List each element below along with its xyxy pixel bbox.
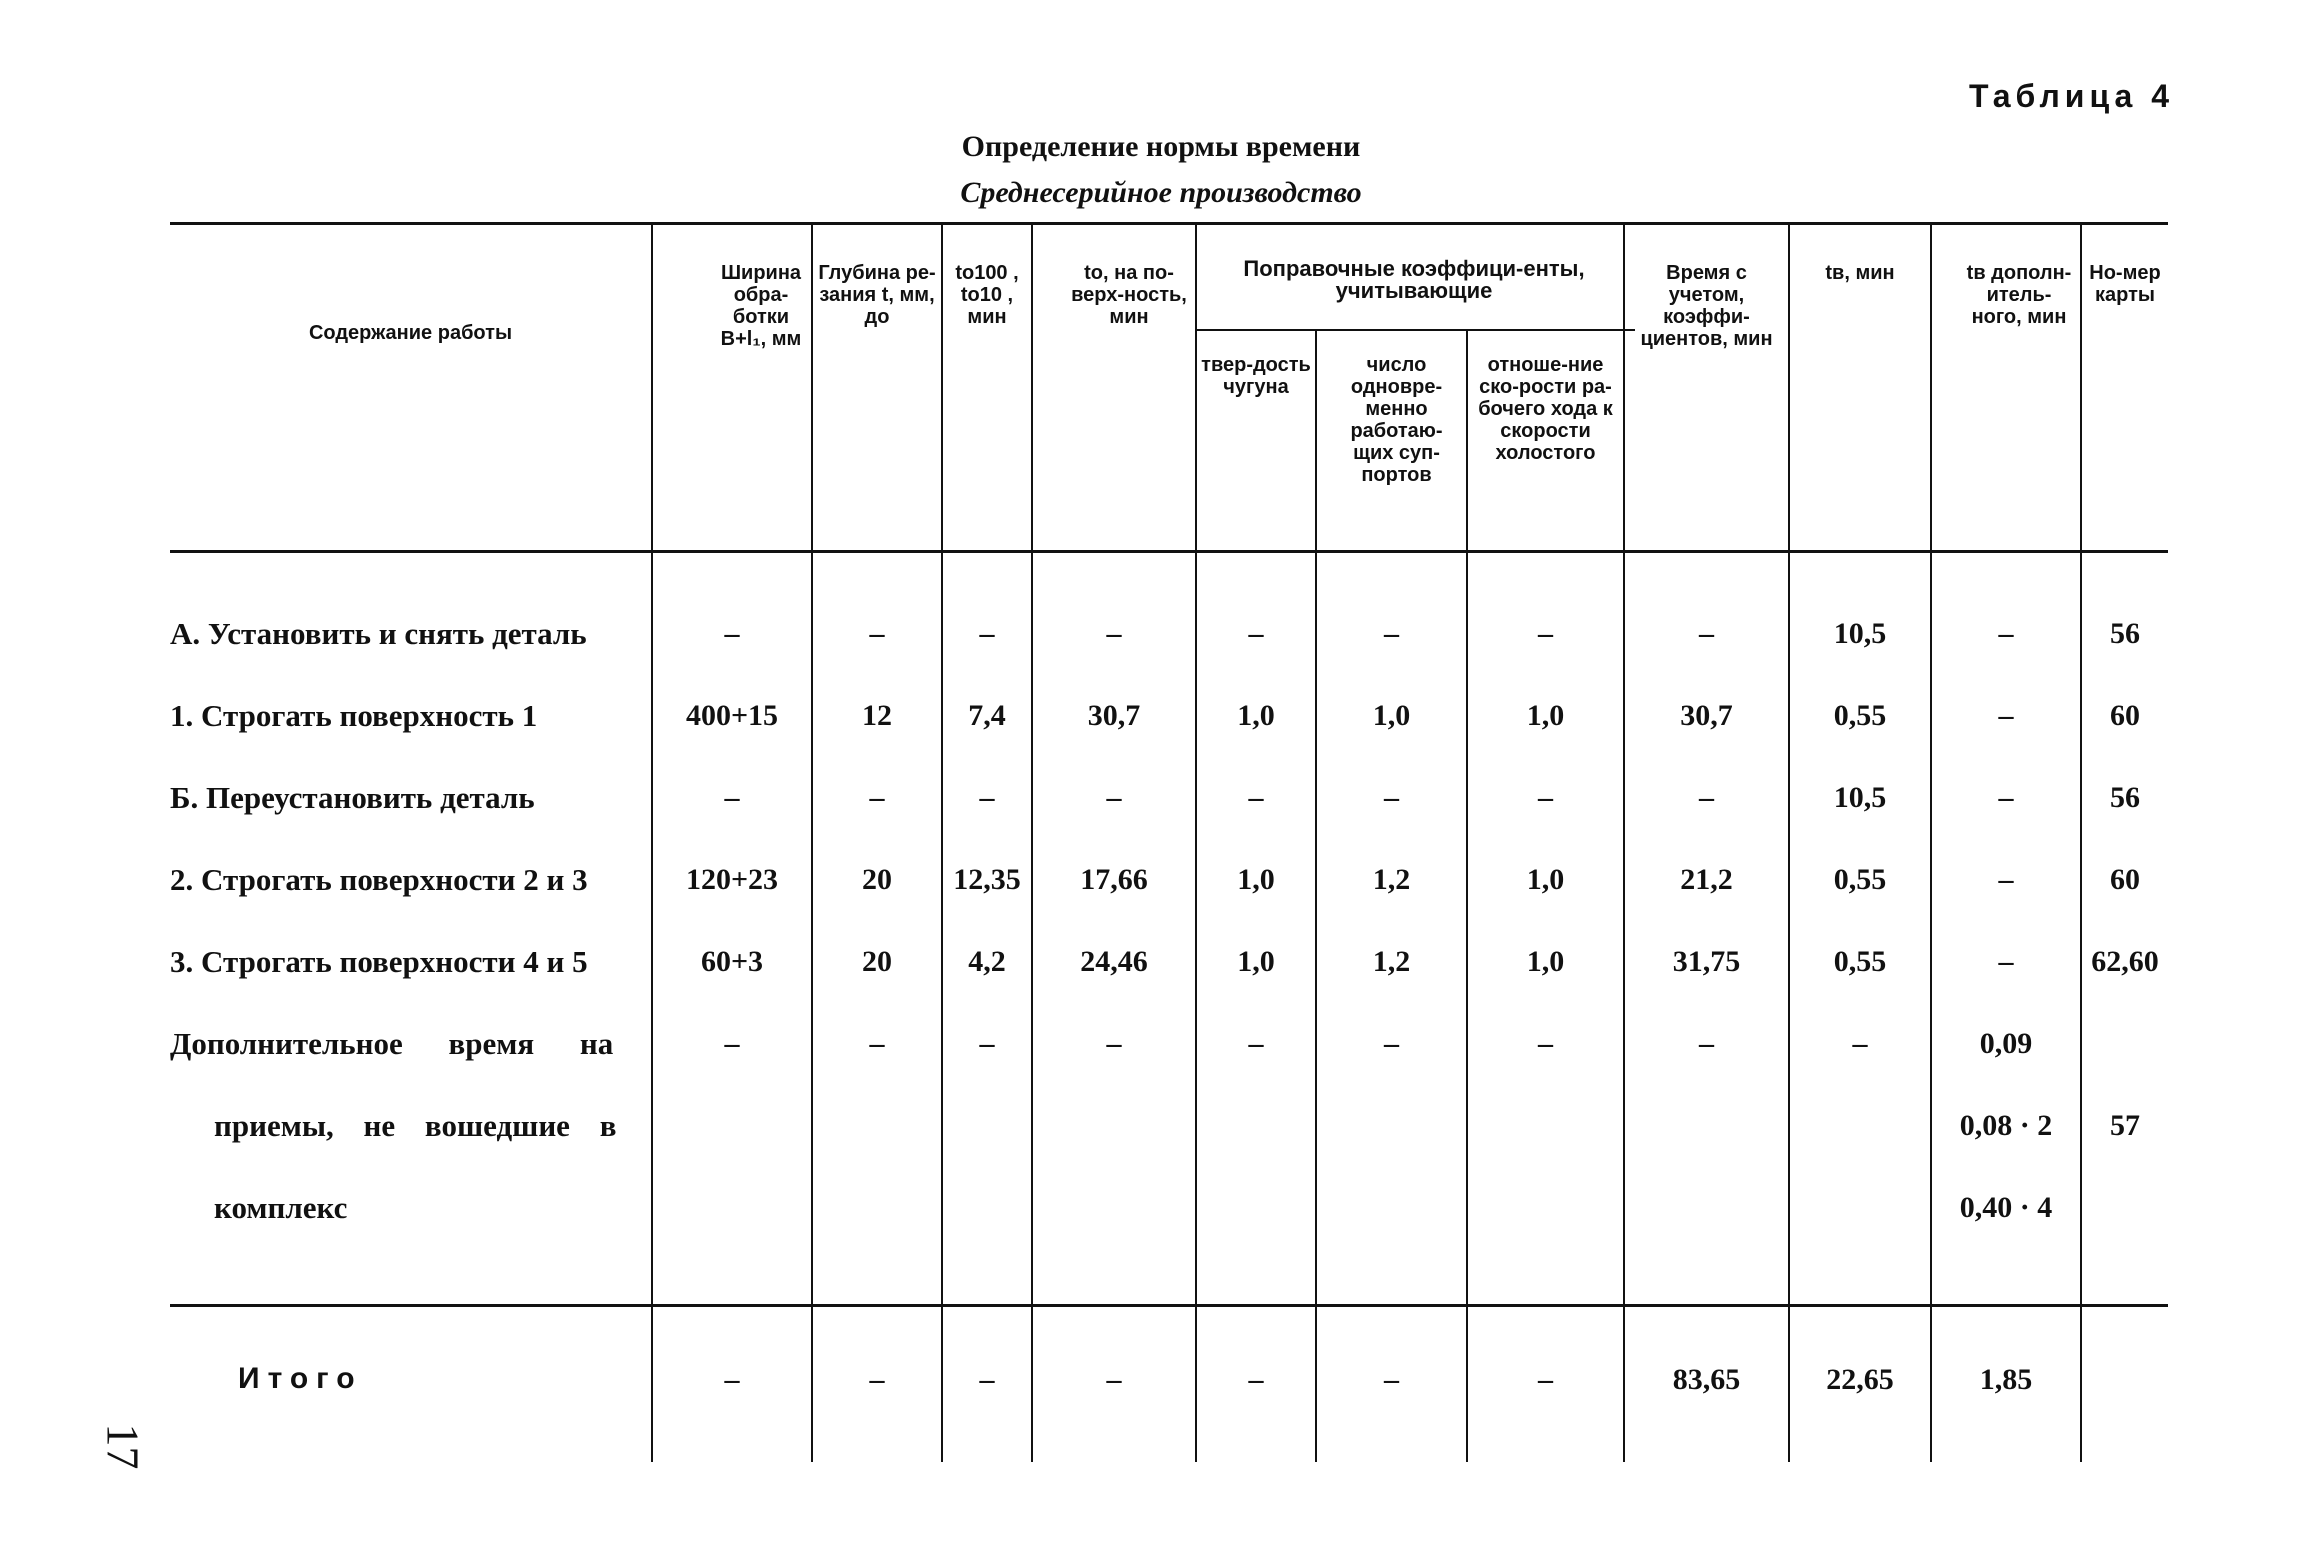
cell-tsurface: 24,46 [1080, 945, 1148, 978]
header-t100: tо100 , tо10 , мин [955, 262, 1019, 328]
time-norm-table [170, 222, 2168, 1462]
row-label: 1. Строгать поверхность 1 [170, 698, 538, 733]
col-line [2080, 222, 2082, 1462]
col-line [1788, 222, 1790, 1462]
rule-header-bottom [170, 550, 2168, 553]
total-label: Итого [238, 1362, 363, 1395]
cell-supports: 1,0 [1372, 699, 1411, 732]
cell-speed: – [1538, 1027, 1553, 1060]
cell-tv-extra: 0,08 · 2 [1959, 1109, 2053, 1142]
cell-width: 60+3 [700, 945, 764, 978]
cell-t100: 4,2 [968, 945, 1006, 978]
total-card [2082, 1360, 2168, 1400]
total-t100: – [979, 1363, 995, 1396]
page-number: 17 [97, 1423, 149, 1470]
cell-t100: 12,35 [953, 863, 1021, 896]
row-label: комплекс [214, 1190, 348, 1225]
cell-time: – [1699, 781, 1714, 814]
cell-tv-extra: 0,09 [1979, 1027, 2033, 1060]
total-width: – [724, 1363, 740, 1396]
header-work: Содержание работы [308, 322, 513, 344]
cell-hardness: – [1248, 1027, 1264, 1060]
total-time: 83,65 [1672, 1363, 1741, 1396]
header-depth: Глубина ре-зания t, мм, до [818, 262, 936, 328]
cell-t100: 7,4 [968, 699, 1006, 732]
cell-tv-extra: – [1998, 781, 2014, 814]
total-tv-extra: 1,85 [1979, 1363, 2033, 1396]
cell-tv-extra: 0,40 · 4 [1959, 1191, 2053, 1224]
cell-hardness: 1,0 [1237, 699, 1275, 732]
cell-tsurface: 30,7 [1087, 699, 1141, 732]
col-line [811, 222, 813, 1462]
row-label: Дополнительное время на [170, 1026, 614, 1061]
cell-speed: – [1538, 617, 1553, 650]
cell-card: 62,60 [2091, 945, 2159, 978]
col-line [651, 222, 653, 1462]
col-line [1623, 222, 1625, 1462]
col-line [1195, 222, 1197, 1462]
row-label: приемы, не вошедшие в [214, 1108, 617, 1143]
cell-hardness: – [1248, 617, 1264, 650]
cell-t100: – [979, 781, 995, 814]
header-width: Ширина обра-ботки B+l₁, мм [720, 262, 802, 350]
cell-supports: – [1384, 1027, 1399, 1060]
row-label: Б. Переустановить деталь [170, 780, 535, 815]
cell-tsurface: – [1106, 781, 1122, 814]
cell-tsurface: 17,66 [1080, 863, 1148, 896]
cell-width: – [724, 617, 740, 650]
cell-card: 57 [2110, 1109, 2140, 1142]
cell-hardness: 1,0 [1237, 863, 1275, 896]
header-card: Но-мер карты [2089, 262, 2161, 306]
cell-tv-extra: – [1998, 863, 2014, 896]
cell-hardness: 1,0 [1237, 945, 1275, 978]
total-tsurface: – [1106, 1363, 1122, 1396]
row-label: 2. Строгать поверхности 2 и 3 [170, 862, 588, 897]
cell-depth: – [869, 1027, 885, 1060]
cell-time: 31,75 [1672, 945, 1741, 978]
cell-supports: 1,2 [1372, 863, 1411, 896]
header-hardness: твер-дость чугуна [1201, 354, 1311, 398]
cell-width: 120+23 [685, 863, 779, 896]
total-speed: – [1538, 1363, 1553, 1396]
cell-time: – [1699, 617, 1714, 650]
col-line [1031, 222, 1033, 1462]
cell-card: 60 [2110, 699, 2140, 732]
cell-width: – [724, 1027, 740, 1060]
cell-depth: – [869, 781, 885, 814]
cell-t100: – [979, 617, 995, 650]
cell-card: 56 [2110, 617, 2140, 650]
cell-tv-extra: – [1998, 699, 2014, 732]
cell-tsurface: – [1106, 1027, 1122, 1060]
header-coef-group: Поправочные коэффици-енты, учитывающие [1243, 256, 1585, 303]
cell-tv: 0,55 [1833, 945, 1887, 978]
cell-card [2082, 1024, 2168, 1064]
table-subtitle: Среднесерийное производство [960, 176, 1362, 209]
cell-time: 30,7 [1680, 699, 1733, 732]
cell-card: 56 [2110, 781, 2140, 814]
cell-time: – [1699, 1027, 1714, 1060]
cell-depth: 12 [862, 699, 892, 732]
cell-speed: 1,0 [1526, 863, 1565, 896]
col-line [1930, 222, 1932, 1462]
cell-speed: 1,0 [1526, 699, 1565, 732]
rule-top [170, 222, 2168, 225]
cell-tv-extra: – [1998, 617, 2014, 650]
cell-speed: – [1538, 781, 1553, 814]
cell-tsurface: – [1106, 617, 1122, 650]
header-tsurface: tо, на по-верх-ность, мин [1071, 262, 1187, 328]
header-speed-ratio: отноше-ние ско-рости ра-бочего хода к скорости холостого [1478, 354, 1613, 464]
col-line [941, 222, 943, 1462]
total-tv: 22,65 [1826, 1363, 1894, 1396]
header-tv: tв, мин [1825, 262, 1895, 284]
cell-supports: – [1384, 781, 1399, 814]
header-tv-extra: tв дополн-итель-ного, мин [1966, 262, 2072, 328]
cell-card: 60 [2110, 863, 2140, 896]
cell-width: 400+15 [685, 699, 779, 732]
cell-supports: 1,2 [1372, 945, 1411, 978]
cell-tv: 10,5 [1833, 617, 1887, 650]
cell-time: 21,2 [1680, 863, 1733, 896]
total-supports: – [1384, 1363, 1399, 1396]
cell-tv: 0,55 [1833, 863, 1887, 896]
row-label: 3. Строгать поверхности 4 и 5 [170, 944, 588, 979]
cell-t100: – [979, 1027, 995, 1060]
cell-supports: – [1384, 617, 1399, 650]
cell-speed: 1,0 [1526, 945, 1565, 978]
rule-total-top [170, 1304, 2168, 1307]
cell-hardness: – [1248, 781, 1264, 814]
header-supports: число одновре-менно работаю-щих суп-портов [1350, 354, 1443, 486]
cell-depth: – [869, 617, 885, 650]
cell-tv: 10,5 [1833, 781, 1887, 814]
cell-tv: 0,55 [1833, 699, 1887, 732]
cell-tv: – [1852, 1027, 1868, 1060]
cell-tv-extra: – [1998, 945, 2014, 978]
cell-depth: 20 [862, 863, 892, 896]
cell-depth: 20 [862, 945, 892, 978]
header-time-coef: Время с учетом, коэффи-циентов, мин [1640, 262, 1773, 350]
rule-coef-group [1195, 329, 1635, 331]
total-hardness: – [1248, 1363, 1264, 1396]
table-title: Определение нормы времени [961, 130, 1361, 163]
table-label: Таблица 4 [1968, 78, 2174, 114]
row-label: А. Установить и снять деталь [170, 616, 587, 651]
cell-width: – [724, 781, 740, 814]
total-depth: – [869, 1363, 885, 1396]
